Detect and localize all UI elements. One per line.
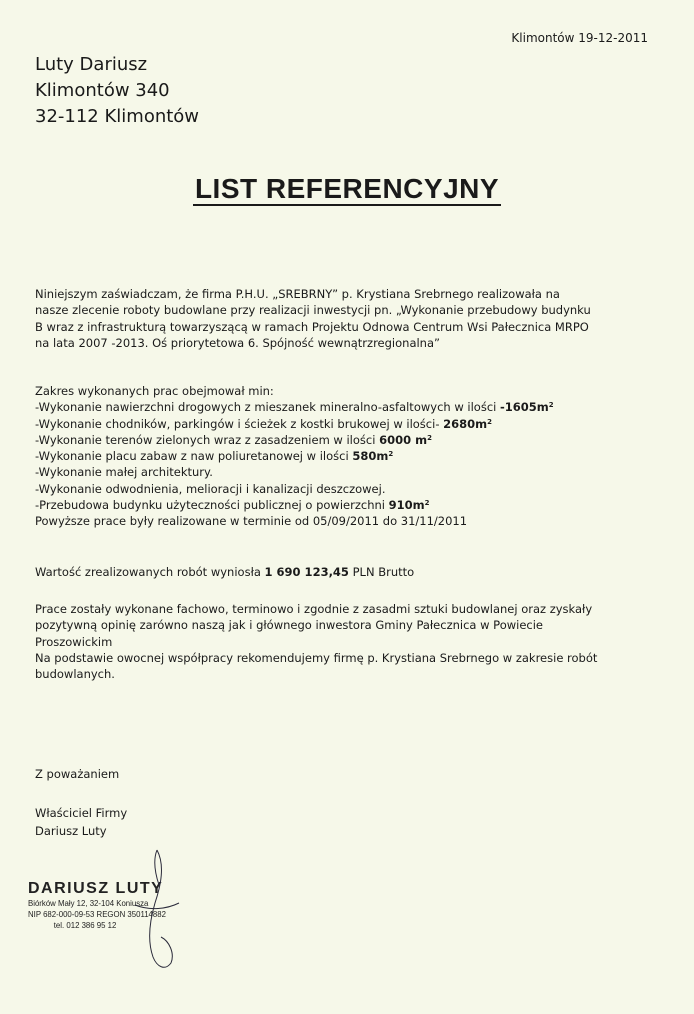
sender-name: Luty Dariusz [35, 54, 148, 75]
owner-block [35, 804, 654, 840]
value-amount: 1 690 123,45 [264, 565, 349, 579]
closing-paragraph [35, 601, 654, 682]
scope-item: -Przebudowa budynku użyteczności publicznej o powierzchni $910m^2$ [35, 498, 430, 513]
closing-line: Prace zostały wykonane fachowo, terminowo i zgodnie z zasadmi sztuki budowlanej oraz zyskały [35, 602, 593, 616]
scope-item: -Wykonanie terenów zielonych wraz z zasadzeniem w ilości 6000 $m^2$ [35, 432, 432, 447]
stamp-address: Biórków Mały 12, 32-104 Koniusza [28, 898, 149, 908]
intro-paragraph [35, 286, 654, 351]
closing-line: Proszowickim [35, 634, 113, 649]
owner-role: Właściciel Firmy [35, 806, 128, 820]
closing-line: Na podstawie owocnej współpracy rekomendujemy firmę p. Krystiana Srebrnego w zakresie robót [35, 650, 598, 665]
intro-line: B wraz z infrastrukturą towarzyszącą w ramach Projektu Odnowa Centrum Wsi Pałecznica MRPO [35, 319, 589, 334]
stamp-phone: tel. 012 386 95 12 [53, 920, 117, 930]
stamp-name: DARIUSZ LUTY [28, 880, 164, 897]
sender-postal: 32-112 Klimontów [35, 106, 200, 127]
intro-line: Niniejszym zaświadczam, że firma P.H.U. „SREBRNY” p. Krystiana Srebrnego realizowała na [35, 287, 560, 301]
scope-item: -Wykonanie odwodnienia, melioracji i kanalizacji deszczowej. [35, 481, 386, 496]
intro-line: nasze zlecenie roboty budowlane przy realizacji inwestycji pn. „Wykonanie przebudowy budynku [35, 303, 591, 318]
intro-line: na lata 2007 -2013. Oś priorytetowa 6. Spójność wewnątrzregionalna” [35, 335, 440, 350]
scope-section [35, 383, 654, 530]
closing-line: budowlanych. [35, 667, 115, 682]
scope-item: -Wykonanie nawierzchni drogowych z mieszanek mineralno-asfaltowych w ilości $-1605m^2$ [35, 400, 554, 415]
stamp-ids: NIP 682-000-09-53 REGON 350114882 [28, 909, 166, 919]
owner-name: Dariusz Luty [35, 824, 107, 838]
title-text: LIST REFERENCYJNY [194, 173, 500, 204]
handwritten-signature [95, 845, 195, 975]
greeting: Z poważaniem [35, 767, 120, 781]
scope-heading: Zakres wykonanych prac obejmował min: [35, 384, 274, 398]
sender-block [35, 52, 199, 130]
letter-date: Klimontów 19-12-2011 [511, 31, 648, 45]
scope-item: -Wykonanie chodników, parkingów i ścieżek z kostki brukowej w ilości- $2680m^2$ [35, 416, 493, 431]
sender-address: Klimontów 340 [35, 80, 170, 101]
scope-period: Powyższe prace były realizowane w terminie od 05/09/2011 do 31/11/2011 [35, 514, 468, 529]
value-line: Wartość zrealizowanych robót wyniosła 1 690 123,45 PLN Brutto [35, 565, 415, 579]
document-title [0, 174, 694, 204]
closing-line: pozytywną opinię zarówno naszą jak i głównego inwestora Gminy Pałecznica w Powiecie [35, 618, 544, 633]
scope-item: -Wykonanie małej architektury. [35, 465, 213, 480]
scope-item: -Wykonanie placu zabaw z naw poliuretanowej w ilości $580m^2$ [35, 449, 394, 464]
